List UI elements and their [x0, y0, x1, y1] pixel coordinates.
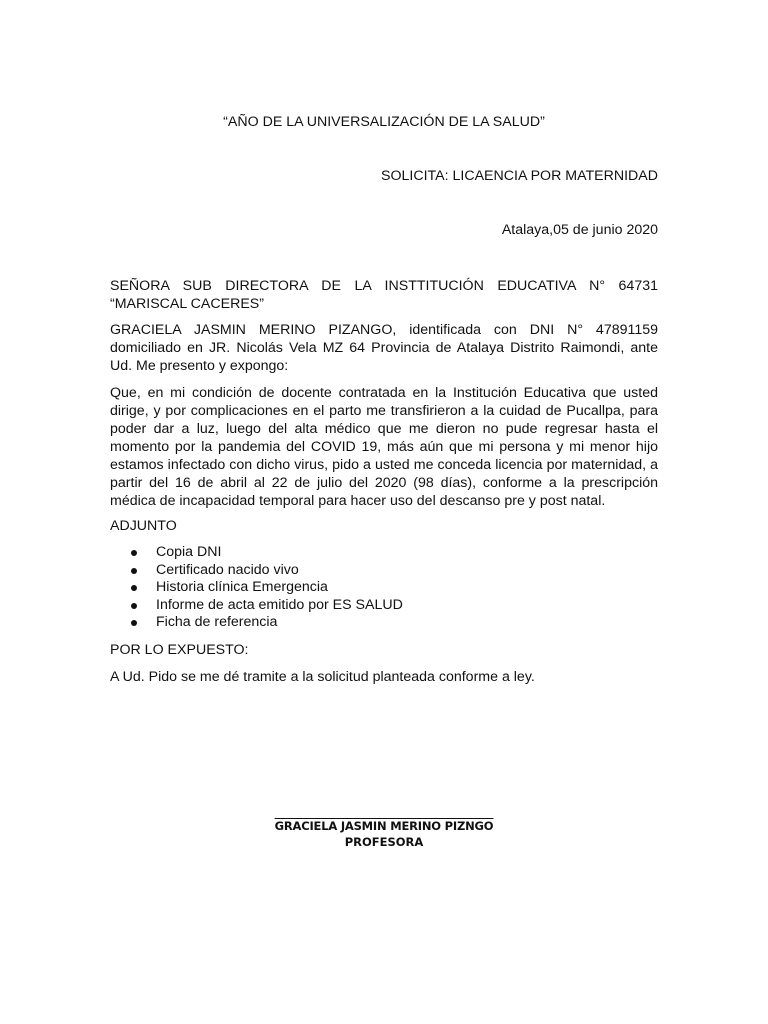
attachments-heading: ADJUNTO: [110, 518, 177, 534]
addressee-line: “MARISCAL CACERES”: [110, 296, 264, 312]
bullet-icon: [131, 550, 137, 556]
addressee-line: SEÑORA SUB DIRECTORA DE LA INSTTITUCIÓN EDUCATIVA N° 64731: [110, 278, 658, 294]
paragraph-line: médica de incapacidad temporal para hacer uso del descanso pre y post natal.: [110, 493, 606, 509]
subject-line: SOLICITA: LICAENCIA POR MATERNIDAD: [381, 168, 658, 184]
paragraph-line: estamos infectado con dicho virus, pido a usted me conceda licencia por maternidad, a: [110, 457, 658, 473]
signature-title: PROFESORA: [344, 835, 424, 849]
bullet-icon: [131, 620, 137, 626]
paragraph-line: Ud. Me presento y expongo:: [110, 358, 289, 374]
attachment-label: Copia DNI: [156, 544, 222, 560]
attachment-label: Informe de acta emitido por ES SALUD: [156, 596, 403, 613]
date-line: Atalaya,05 de junio 2020: [501, 222, 658, 238]
bullet-icon: [131, 568, 137, 574]
paragraph-line: poder dar a luz, luego del alta médico que me dieron no pude regresar hasta el: [110, 421, 658, 437]
bullet-icon: [131, 603, 137, 609]
intro-paragraph: [110, 321, 658, 375]
paragraph-line: Que, en mi condición de docente contratada en la Institución Educativa que usted: [110, 385, 658, 401]
attachment-label: Certificado nacido vivo: [156, 561, 299, 578]
list-item: [110, 579, 658, 597]
closing-heading: POR LO EXPUESTO:: [110, 642, 249, 658]
paragraph-line: domiciliado en JR. Nicolás Vela MZ 64 Provincia de Atalaya Distrito Raimondi, ante: [110, 340, 658, 356]
list-item: [110, 562, 658, 580]
attachment-label: Ficha de referencia: [156, 614, 278, 630]
paragraph-line: partir del 16 de abril al 22 de julio del 2020 (98 días), conforme a la prescripción: [110, 475, 658, 491]
paragraph-line: GRACIELA JASMIN MERINO PIZANGO, identificada con DNI N° 47891159: [110, 322, 658, 338]
addressee: [110, 277, 658, 313]
paragraph-line: dirige, y por complicaciones en el parto me transfirieron a la cuidad de Pucallpa, para: [110, 403, 658, 419]
list-item: [110, 614, 658, 632]
signature-name: GRACIELA JASMIN MERINO PIZNGO: [274, 819, 494, 833]
bullet-icon: [131, 585, 137, 591]
list-item: [110, 597, 658, 615]
request-paragraph: [110, 384, 658, 510]
attachments-list: [110, 544, 658, 632]
paragraph-line: momento por la pandemia del COVID 19, más aún que mi persona y mi menor hijo: [110, 439, 658, 455]
year-motto: “AÑO DE LA UNIVERSALIZACIÓN DE LA SALUD”: [223, 114, 545, 130]
list-item: [110, 544, 658, 562]
attachment-label: Historia clínica Emergencia: [156, 579, 328, 595]
closing-text: A Ud. Pido se me dé tramite a la solicitud planteada conforme a ley.: [110, 669, 535, 685]
